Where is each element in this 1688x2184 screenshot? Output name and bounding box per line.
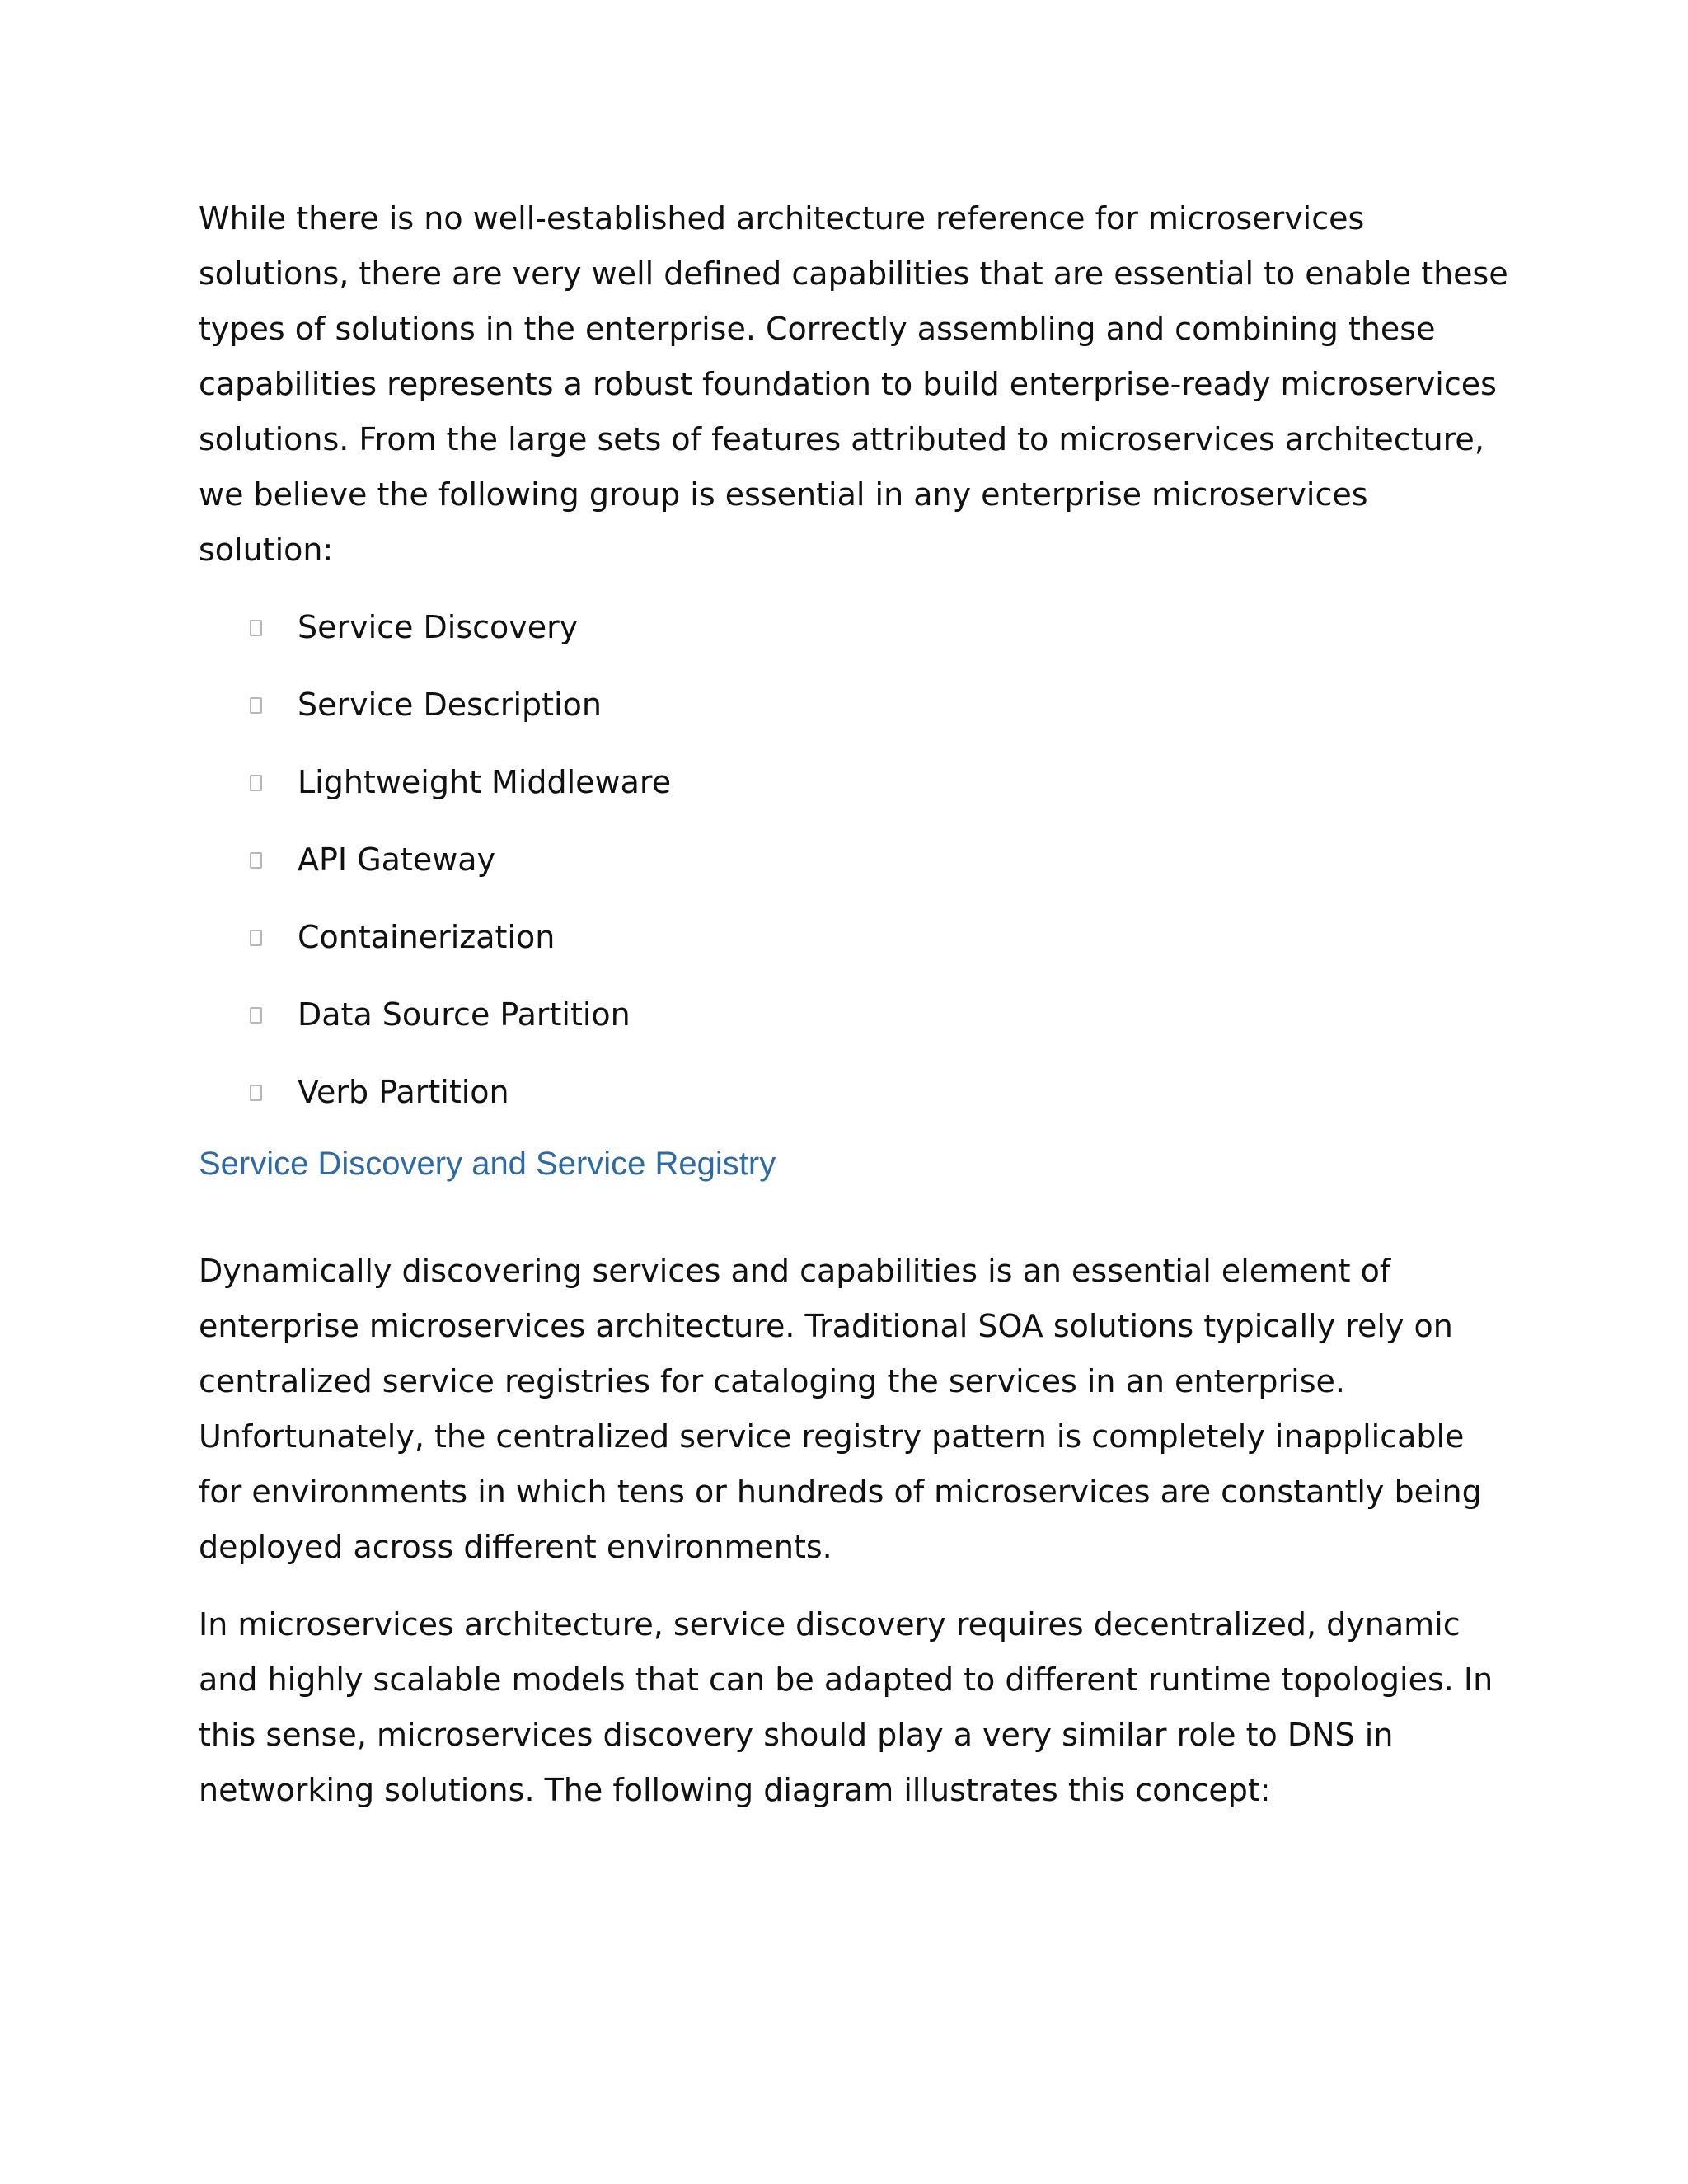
checkbox-icon — [250, 930, 262, 946]
list-item — [199, 1065, 1509, 1120]
checkbox-icon — [250, 620, 262, 636]
capability-list — [199, 600, 1509, 1120]
list-item-label: Service Discovery — [298, 609, 579, 645]
list-item — [199, 910, 1509, 965]
list-item — [199, 987, 1509, 1043]
decentralized-paragraph: In microservices architecture, service discovery requires decentralized, dynamic and highly scalable models that can be adapted to different runtime topologies. In this sense, microservices discovery should play a very similar role to DNS in networking solutions. The following diagram illustrates this concept: — [199, 1606, 1493, 1808]
list-item-label: Data Source Partition — [298, 996, 631, 1033]
list-item-label: Containerization — [298, 919, 556, 955]
checkbox-icon — [250, 1085, 262, 1101]
list-item — [199, 832, 1509, 888]
list-item-label: Service Description — [298, 687, 602, 723]
list-item-label: API Gateway — [298, 841, 496, 878]
list-item — [199, 755, 1509, 810]
document-content — [199, 191, 1509, 1818]
checkbox-icon — [250, 852, 262, 869]
list-item-label: Lightweight Middleware — [298, 764, 672, 800]
checkbox-icon — [250, 775, 262, 791]
section-heading: Service Discovery and Service Registry — [199, 1146, 776, 1182]
intro-paragraph: While there is no well-established architecture reference for microservices solutions, there are very well defined capabilities that are essential to enable these types of solutions in the enterprise. Correctly assembling and combining these capabilities represents a robust foundation to build enterprise-ready microservices solutions. From the large sets of features attributed to microservices architecture, we believe the following group is essential in any enterprise microservices solution: — [199, 200, 1508, 568]
list-item — [199, 677, 1509, 733]
checkbox-icon — [250, 1007, 262, 1024]
discovery-paragraph: Dynamically discovering services and capabilities is an essential element of enterprise microservices architecture. Traditional SOA solutions typically rely on centralized service registries for cataloging the services in an enterprise. Unfortunately, the centralized service registry pattern is completely inapplicable for environments in which tens or hundreds of microservices are constantly being deployed across different environments. — [199, 1253, 1482, 1565]
list-item-label: Verb Partition — [298, 1074, 509, 1110]
checkbox-icon — [250, 697, 262, 714]
list-item — [199, 600, 1509, 655]
